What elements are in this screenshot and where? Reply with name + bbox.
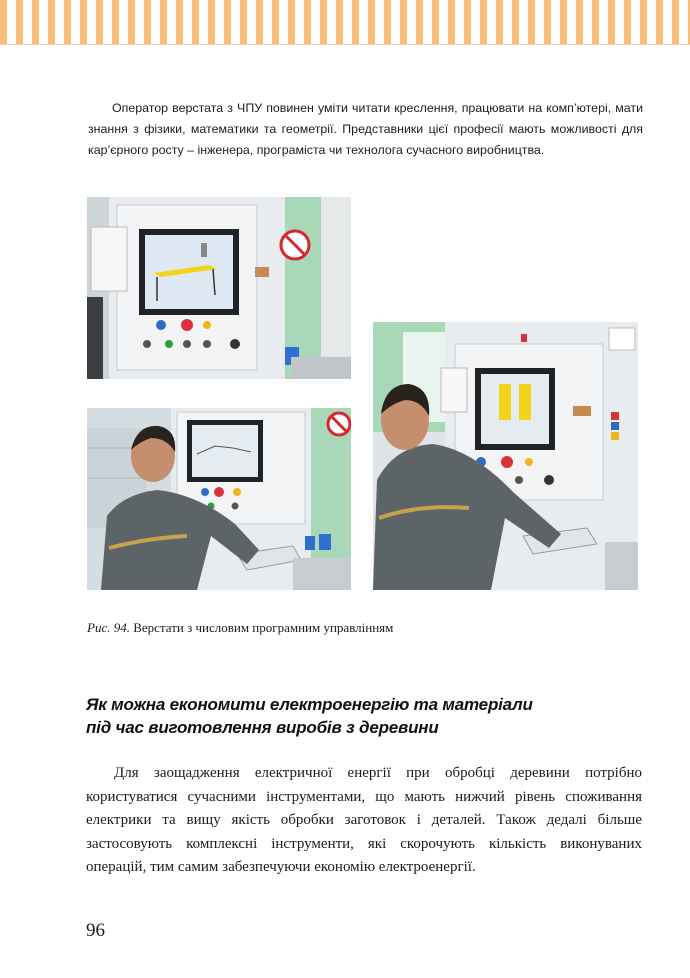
cnc-machine-control-panel-photo: [87, 197, 351, 379]
section-heading-line1: Як можна економити електроенергію та матеріали: [86, 695, 533, 714]
section-heading-line2: під час виготовлення виробів з деревини: [86, 718, 439, 737]
operator-at-cnc-panel-photo: [87, 408, 351, 590]
section-body-paragraph: Для заощадження електричної енергії при обробці деревини потрібно користуватися сучасними інструментами, що мають нижчий рівень споживання електрики та вищу якість обробки заготовок і деталей. Також дедалі більше застосовують комплексні інструменти, які скорочують кількість виконуваних операцій, тим самим забезпечуючи економію електроенергії.: [86, 765, 642, 875]
figure-caption-text: Верстати з числовим програмним управлінням: [133, 620, 394, 635]
operator-at-second-cnc-panel-photo: [373, 322, 638, 590]
section-heading: [86, 693, 646, 739]
figure-caption: [87, 620, 647, 636]
intro-paragraph: Оператор верстата з ЧПУ повинен уміти читати креслення, працювати на комп’ютері, мати знання з фізики, математики та геометрії. Представники цієї професії мають можливості для кар’єрного росту – інженера, програміста чи технолога сучасного виробництва.: [88, 101, 643, 157]
page-number: 96: [86, 920, 105, 941]
figure-label: Рис. 94.: [87, 620, 130, 635]
header-stripe-decoration: [0, 0, 690, 45]
